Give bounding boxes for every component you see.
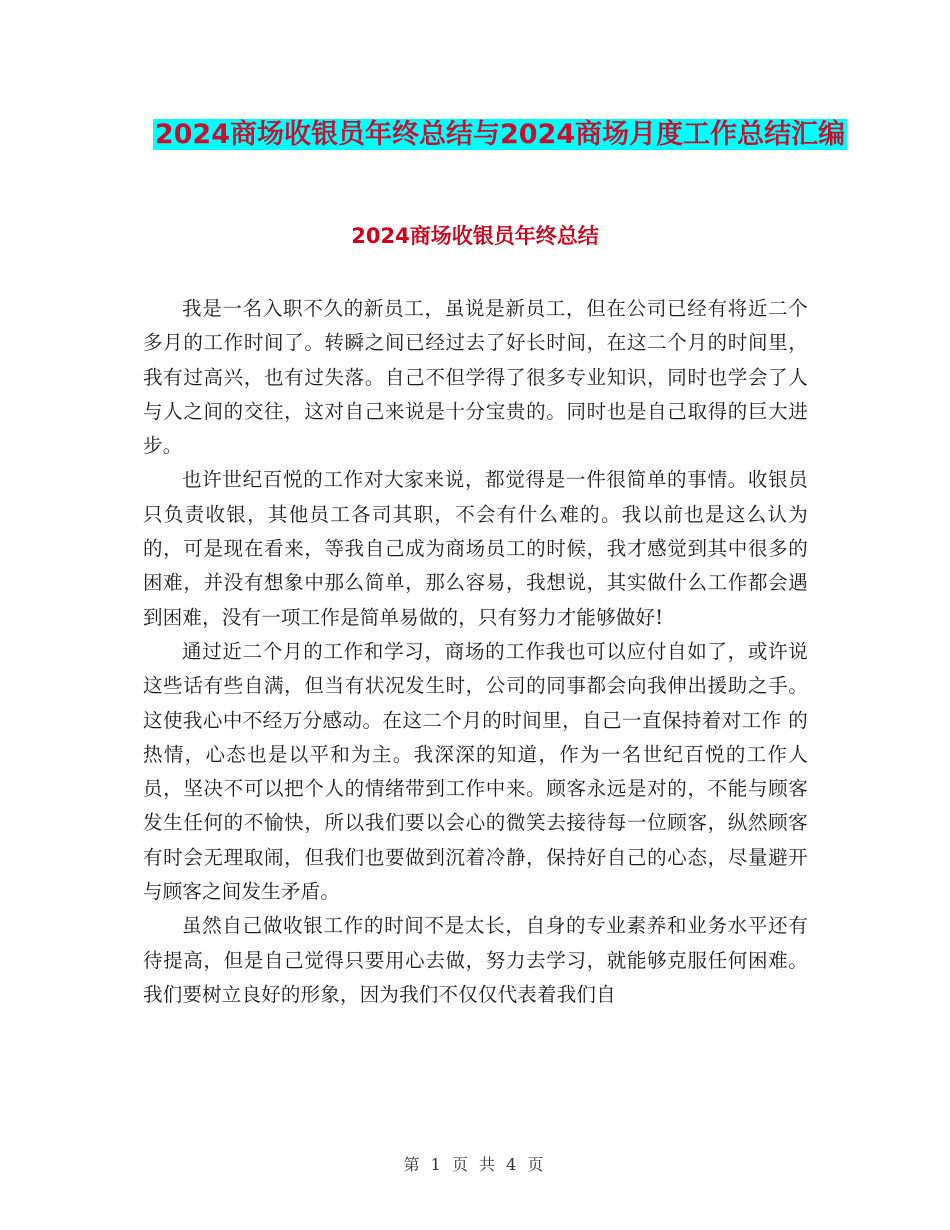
paragraph-3: 通过近二个月的工作和学习，商场的工作我也可以应付自如了，或许说这些话有些自满，但当有状况发生时，公司的同事都会向我伸出援助之手。这使我心中不经万分感动。在这二个月的时间里，自己一直保持着对工作 的热情，心态也是以平和为主。我深深的知道，作为一名世纪百悦的工作人员，坚决不可以把个人的情绪带到工作中来。顾客永远是对的，不能与顾客发生任何的不愉快，所以我们要以会心的微笑去接待每一位顾客，纵然顾客有时会无理取闹，但我们也要做到沉着冷静，保持好自己的心态，尽量避开与顾客之间发生矛盾。 (143, 639, 808, 904)
paragraph-4: 虽然自己做收银工作的时间不是太长，自身的专业素养和业务水平还有待提高，但是自己觉得只要用心去做，努力去学习，就能够克服任何困难。我们要树立良好的形象，因为我们不仅仅代表着我们自 (143, 914, 808, 1006)
section-heading: 2024商场收银员年终总结 (351, 224, 599, 248)
paragraph-2: 也许世纪百悦的工作对大家来说，都觉得是一件很简单的事情。收银员只负责收银，其他员工各司其职，不会有什么难的。我以前也是这么认为的，可是现在看来，等我自己成为商场员工的时候，我才感觉到其中很多的困难，并没有想象中那么简单，那么容易，我想说，其实做什么工作都会遇到困难，没有一项工作是简单易做的，只有努力才能够做好! (143, 468, 808, 629)
document-title-highlight: 2024商场收银员年终总结与2024商场月度工作总结汇编 (154, 119, 846, 150)
document-body (143, 292, 808, 1012)
document-title (140, 112, 860, 158)
paragraph-1: 我是一名入职不久的新员工，虽说是新员工，但在公司已经有将近二个多月的工作时间了。转瞬之间已经过去了好长时间，在这二个月的时间里，我有过高兴，也有过失落。自己不但学得了很多专业知识，同时也学会了人与人之间的交往，这对自己来说是十分宝贵的。同时也是自己取得的巨大进步。 (143, 297, 808, 458)
page-footer: 第 1 页 共 4 页 (403, 1155, 547, 1174)
